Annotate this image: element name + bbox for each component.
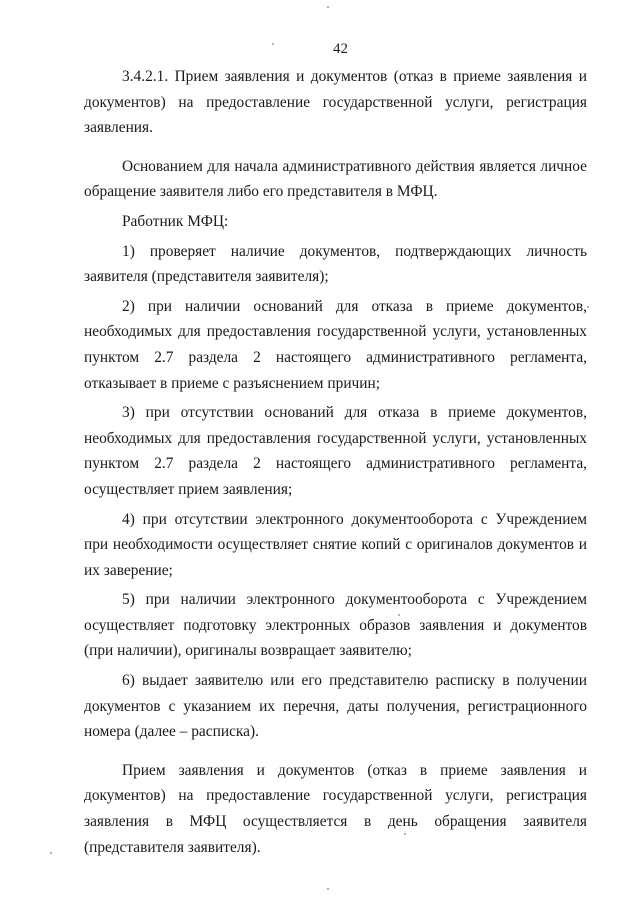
list-item-5: 5) при наличии электронного документооборота с Учреждением осуществляет подготовку электронных образов заявления и документов (при наличии), оригиналы возвращает заявителю;	[84, 591, 587, 660]
section-heading-paragraph: 3.4.2.1. Прием заявления и документов (отказ в приеме заявления и документов) на предоставление государственной услуги, регистрация заявления.	[84, 68, 587, 137]
list-item-2: 2) при наличии оснований для отказа в приеме документов, необходимых для предоставления государственной услуги, установленных пунктом 2.7 раздела 2 настоящего административного регламента, отказывает в приеме с разъяснением причин;	[84, 297, 587, 392]
scan-speck	[398, 614, 400, 616]
scan-speck	[272, 43, 274, 45]
list-item-3: 3) при отсутствии оснований для отказа в приеме документов, необходимых для предоставления государственной услуги, установленных пунктом 2.7 раздела 2 настоящего административного регламента, осуществляет прием заявления;	[84, 404, 587, 498]
basis-paragraph: Основанием для начала административного действия является личное обращение заявителя либо его представителя в МФЦ.	[84, 157, 587, 201]
page-number: 42	[333, 41, 348, 57]
list-item-6: 6) выдает заявителю или его представителю расписку в получении документов с указанием их перечня, даты получения, регистрационного номера (далее – расписка).	[84, 672, 587, 741]
list-item-1: 1) проверяет наличие документов, подтверждающих личность заявителя (представителя заявителя);	[84, 242, 587, 286]
scan-speck	[327, 888, 329, 890]
scan-speck	[50, 852, 52, 854]
scan-speck	[327, 6, 329, 8]
worker-intro-paragraph: Работник МФЦ:	[122, 212, 229, 230]
scan-speck	[404, 833, 406, 835]
document-body	[84, 64, 587, 860]
scan-speck	[587, 306, 589, 308]
list-item-4: 4) при отсутствии электронного документооборота с Учреждением при необходимости осуществляет снятие копий с оригиналов документов и их заверение;	[84, 510, 587, 579]
closing-paragraph: Прием заявления и документов (отказ в приеме заявления и документов) на предоставление государственной услуги, регистрация заявления в МФЦ осуществляется в день обращения заявителя (представителя заявителя).	[84, 761, 587, 856]
